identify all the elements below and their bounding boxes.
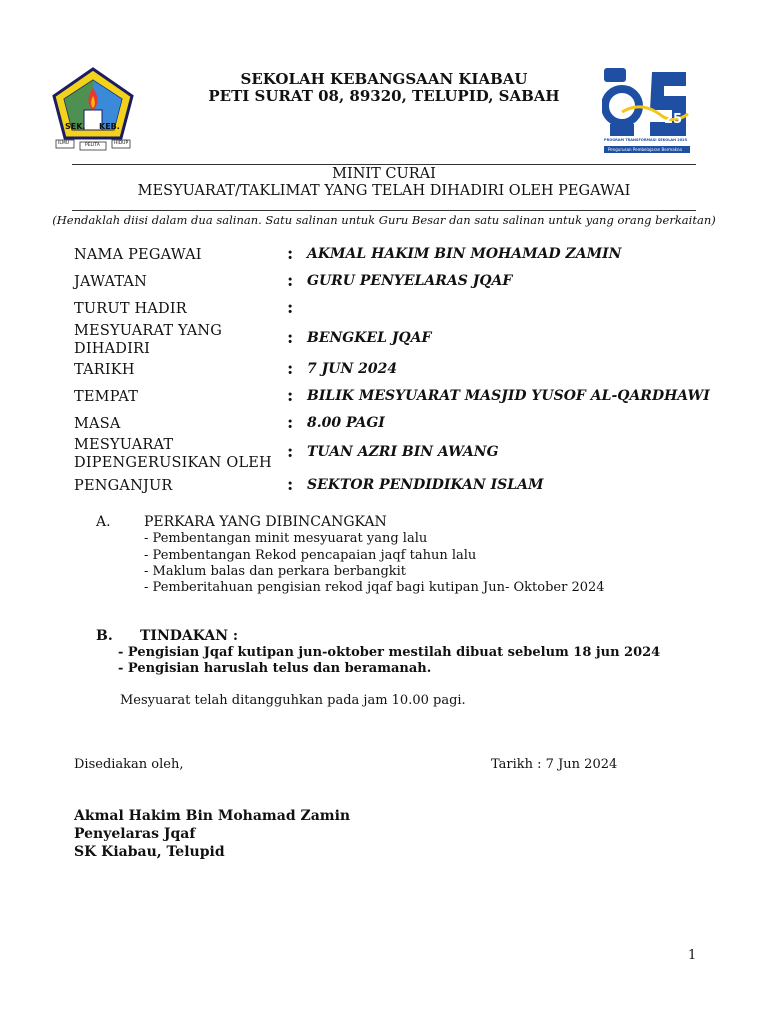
label-dipengerusikan-line2: DIPENGERUSIKAN OLEH xyxy=(74,455,272,471)
section-a-item: - Maklum balas dan perkara berbangkit xyxy=(144,564,407,579)
school-name: SEKOLAH KEBANGSAAN KIABAU xyxy=(240,70,528,88)
section-a-heading: PERKARA YANG DIBINCANGKAN xyxy=(144,514,387,530)
value-mesyuarat-dihadiri: BENGKEL JQAF xyxy=(307,330,432,346)
colon: : xyxy=(287,244,294,264)
page-number: 1 xyxy=(688,948,697,963)
label-turut-hadir: TURUT HADIR xyxy=(74,301,187,317)
colon: : xyxy=(287,359,294,379)
crest-text-left: SEK. xyxy=(65,122,86,131)
doc-subtitle: MESYUARAT/TAKLIMAT YANG TELAH DIHADIRI OLEH PEGAWAI xyxy=(137,183,631,199)
section-b-item: - Pengisian haruslah telus dan beramanah. xyxy=(118,661,432,676)
colon: : xyxy=(287,442,294,462)
header-divider xyxy=(72,164,696,165)
signer-title: Penyelaras Jqaf xyxy=(74,826,196,842)
colon: : xyxy=(287,271,294,291)
value-dipengerusikan: TUAN AZRI BIN AWANG xyxy=(307,444,499,460)
value-tempat: BILIK MESYUARAT MASJID YUSOF AL-QARDHAWI xyxy=(307,388,710,404)
label-masa: MASA xyxy=(74,416,121,432)
section-a-item: - Pembentangan Rekod pencapaian jaqf tahun lalu xyxy=(144,548,477,563)
crest-text-right: KEB. xyxy=(99,122,120,131)
crest-ribbon-center: PELITA xyxy=(85,143,100,148)
section-b-letter: B. xyxy=(96,628,113,644)
value-nama-pegawai: AKMAL HAKIM BIN MOHAMAD ZAMIN xyxy=(307,246,622,262)
footer-date: Tarikh : 7 Jun 2024 xyxy=(491,757,618,772)
transformasi-sekolah-icon xyxy=(602,66,692,154)
adjournment-note: Mesyuarat telah ditangguhkan pada jam 10.00 pagi. xyxy=(120,693,466,708)
value-jawatan: GURU PENYELARAS JQAF xyxy=(307,273,513,289)
prepared-by: Disediakan oleh, xyxy=(74,757,184,772)
label-nama-pegawai: NAMA PEGAWAI xyxy=(74,247,202,263)
crest-ribbon-right: HIDUP xyxy=(114,141,129,146)
crest-ribbon-left: ILMU xyxy=(58,141,70,146)
colon: : xyxy=(287,328,294,348)
label-tarikh: TARIKH xyxy=(74,362,135,378)
section-a-item: - Pembentangan minit mesyuarat yang lalu xyxy=(144,531,428,546)
colon: : xyxy=(287,475,294,495)
label-mesyuarat-dihadiri-line2: DIHADIRI xyxy=(74,341,151,357)
label-penganjur: PENGANJUR xyxy=(74,478,173,494)
signer-school: SK Kiabau, Telupid xyxy=(74,844,225,860)
section-b-heading: TINDAKAN : xyxy=(140,628,239,644)
section-b-item: - Pengisian Jqaf kutipan jun-oktober mestilah dibuat sebelum 18 jun 2024 xyxy=(118,645,661,660)
transformasi-line2: Pengurusan Pembelajaran Bermakna xyxy=(608,147,682,152)
colon: : xyxy=(287,386,294,406)
doc-title: MINIT CURAI xyxy=(332,166,436,182)
transformasi-line1: PROGRAM TRANSFORMASI SEKOLAH 2025 xyxy=(604,138,688,142)
value-penganjur: SEKTOR PENDIDIKAN ISLAM xyxy=(307,477,544,493)
label-jawatan: JAWATAN xyxy=(74,274,147,290)
colon: : xyxy=(287,413,294,433)
section-a-letter: A. xyxy=(96,514,111,530)
section-a-item: - Pemberitahuan pengisian rekod jqaf bagi kutipan Jun- Oktober 2024 xyxy=(144,580,605,595)
school-address: PETI SURAT 08, 89320, TELUPID, SABAH xyxy=(208,87,560,105)
transformasi-number: 25 xyxy=(664,112,683,127)
value-tarikh: 7 JUN 2024 xyxy=(307,361,398,377)
value-masa: 8.00 PAGI xyxy=(307,415,385,431)
title-divider xyxy=(72,210,696,211)
label-dipengerusikan-line1: MESYUARAT xyxy=(74,437,174,453)
signer-name: Akmal Hakim Bin Mohamad Zamin xyxy=(74,808,351,824)
instruction-note: (Hendaklah diisi dalam dua salinan. Satu salinan untuk Guru Besar dan satu salinan untuk yang orang berkaitan) xyxy=(52,213,716,227)
label-mesyuarat-dihadiri-line1: MESYUARAT YANG xyxy=(74,323,223,339)
colon: : xyxy=(287,298,294,318)
label-tempat: TEMPAT xyxy=(74,389,139,405)
